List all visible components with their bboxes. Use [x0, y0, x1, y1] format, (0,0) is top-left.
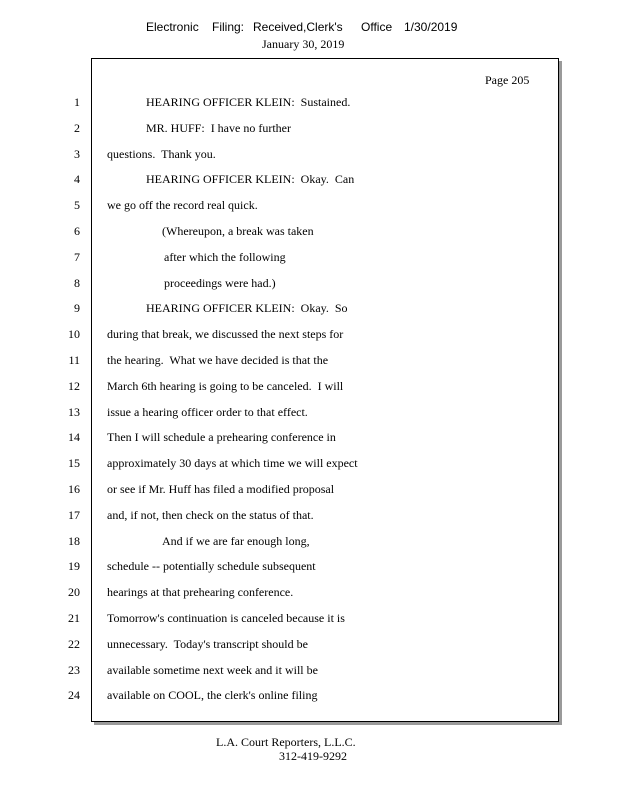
stamp-word: Office [361, 20, 393, 34]
line-number: 12 [68, 378, 80, 393]
transcript-line [0, 353, 618, 369]
transcript-line [0, 611, 618, 627]
line-number: 17 [68, 507, 80, 522]
line-number: 10 [68, 327, 80, 342]
line-text: And if we are far enough long, [162, 533, 310, 548]
stamp-word: Filing: [212, 20, 245, 34]
line-number: 4 [74, 172, 80, 187]
transcript-line [0, 172, 618, 188]
line-text: during that break, we discussed the next steps for [107, 327, 344, 342]
line-number: 3 [74, 146, 80, 161]
line-number: 8 [74, 275, 80, 290]
transcript-line [0, 456, 618, 472]
line-number: 16 [68, 482, 80, 496]
line-text: HEARING OFFICER KLEIN: Okay. Can [146, 172, 355, 187]
line-text: HEARING OFFICER KLEIN: Okay. So [146, 301, 348, 316]
line-text: Tomorrow's continuation is canceled because it is [107, 611, 345, 625]
transcript-line [0, 379, 618, 395]
line-text: issue a hearing officer order to that effect. [107, 404, 308, 419]
line-number: 13 [68, 404, 80, 419]
transcript-line [0, 250, 618, 266]
transcript-line [0, 224, 618, 240]
transcript-line [0, 121, 618, 137]
line-text: schedule -- potentially schedule subsequent [107, 559, 316, 574]
line-number: 22 [68, 636, 80, 651]
line-number: 5 [74, 198, 80, 213]
line-text: Then I will schedule a prehearing conference in [107, 430, 336, 445]
reporter-company: L.A. Court Reporters, L.L.C. [216, 735, 356, 749]
line-number: 21 [68, 611, 80, 625]
transcript-line [0, 688, 618, 704]
line-text: available on COOL, the clerk's online filing [107, 688, 318, 703]
filing-date: January 30, 2019 [262, 37, 345, 51]
transcript-line [0, 663, 618, 679]
line-text: approximately 30 days at which time we will expect [107, 456, 358, 471]
transcript-line [0, 95, 618, 111]
line-text: after which the following [164, 249, 286, 264]
transcript-line [0, 482, 618, 498]
line-number: 2 [74, 120, 80, 135]
line-text: HEARING OFFICER KLEIN: Sustained. [146, 95, 351, 109]
line-number: 6 [74, 224, 80, 238]
line-text: (Whereupon, a break was taken [162, 224, 314, 238]
line-number: 9 [74, 301, 80, 316]
line-text: we go off the record real quick. [107, 198, 258, 213]
stamp-word: Received,Clerk's [253, 20, 343, 34]
transcript-line [0, 198, 618, 214]
transcript-line [0, 147, 618, 163]
line-text: proceedings were had.) [164, 275, 276, 290]
line-text: and, if not, then check on the status of that. [107, 507, 314, 522]
line-number: 24 [68, 688, 80, 703]
line-text: questions. Thank you. [107, 146, 216, 161]
line-number: 14 [68, 430, 80, 445]
page-number: Page 205 [485, 73, 530, 87]
transcript-line [0, 301, 618, 317]
line-number: 11 [68, 353, 80, 367]
line-text: available sometime next week and it will be [107, 662, 318, 677]
transcript-line [0, 405, 618, 421]
line-text: unnecessary. Today's transcript should be [107, 636, 308, 651]
transcript-line [0, 276, 618, 292]
stamp-word: Electronic [146, 20, 199, 34]
line-number: 19 [68, 559, 80, 574]
reporter-phone: 312-419-9292 [279, 749, 347, 763]
line-number: 7 [74, 249, 80, 264]
line-text: hearings at that prehearing conference. [107, 585, 294, 600]
line-text: March 6th hearing is going to be canceled. I will [107, 378, 344, 393]
line-text: the hearing. What we have decided is that the [107, 353, 329, 367]
stamp-word: 1/30/2019 [404, 20, 458, 34]
line-number: 15 [68, 456, 80, 471]
line-text: or see if Mr. Huff has filed a modified proposal [107, 482, 335, 496]
line-number: 1 [74, 95, 80, 109]
transcript-line [0, 534, 618, 550]
transcript-line [0, 637, 618, 653]
line-text: MR. HUFF: I have no further [146, 120, 291, 135]
line-number: 20 [68, 585, 80, 600]
line-number: 23 [68, 662, 80, 677]
line-number: 18 [68, 533, 80, 548]
transcript-line [0, 430, 618, 446]
transcript-line [0, 508, 618, 524]
transcript-line [0, 559, 618, 575]
transcript-line [0, 327, 618, 343]
transcript-line [0, 585, 618, 601]
